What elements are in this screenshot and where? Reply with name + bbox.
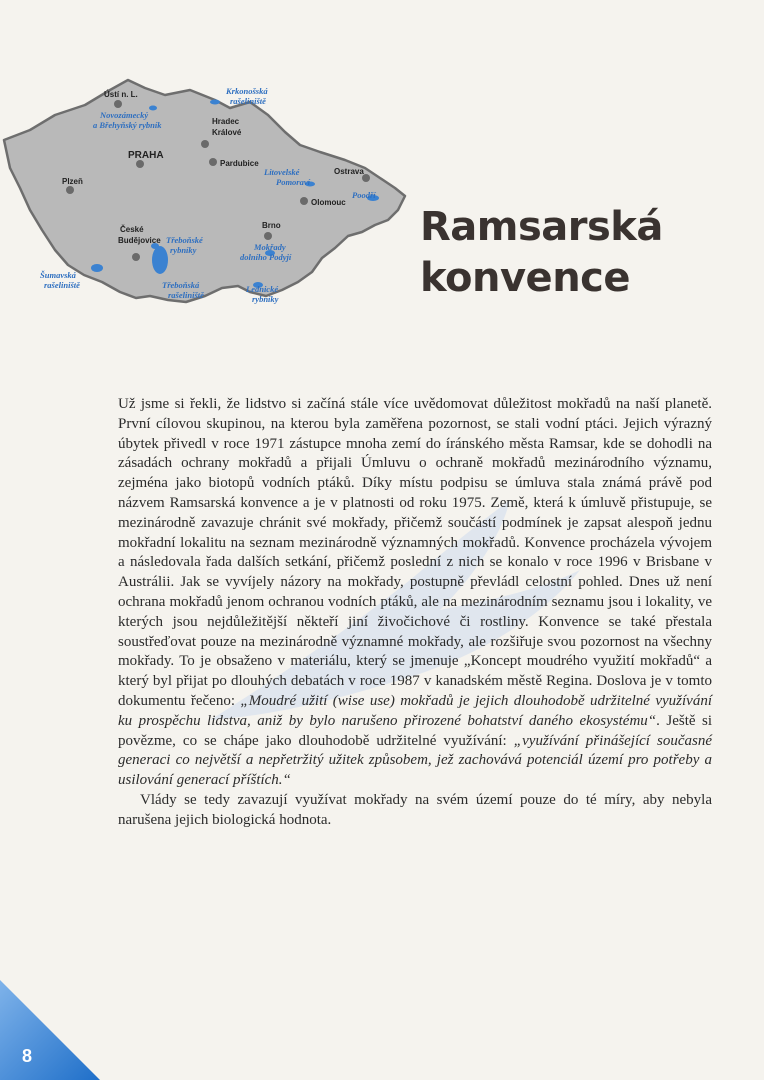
city-label-olomouc: Olomouc xyxy=(311,198,346,207)
title-line-2: konvence xyxy=(420,255,631,301)
article-body xyxy=(118,395,712,831)
city-dot-usti xyxy=(114,100,122,108)
wetland-label-mokrady-2: dolního Podyjí xyxy=(240,252,292,262)
city-label-hradec-1: Hradec xyxy=(212,117,240,126)
wetland-label-mokrady-1: Mokřady xyxy=(254,242,286,252)
wetland-label-lednicke-1: Lednické xyxy=(246,284,279,294)
wetland-label-poodri: Poodří xyxy=(352,190,376,200)
wetland-label-litovelske-1: Litovelské xyxy=(264,167,300,177)
city-dot-pardubice xyxy=(209,158,217,166)
paragraph-2: Vlády se tedy zavazují využívat mokřady na svém území pouze do té míry, aby nebyla narušena jejich biologická hodnota. xyxy=(118,791,712,828)
city-dot-olomouc xyxy=(300,197,308,205)
city-dot-praha xyxy=(136,160,144,168)
czech-outline xyxy=(4,80,405,302)
wetland-marker-sumava xyxy=(91,264,103,272)
page-number: 8 xyxy=(22,1046,33,1066)
page-title xyxy=(420,202,663,304)
title-line-1: Ramsarská xyxy=(420,204,663,250)
wetland-label-lednicke-2: rybníky xyxy=(252,294,279,304)
wetland-label-krkonosska-2: rašeliniště xyxy=(230,96,266,106)
map-graphic xyxy=(0,60,410,315)
wetland-label-trebonska-2: rašeliniště xyxy=(168,290,204,300)
wetland-marker-krkonose xyxy=(210,100,220,105)
paragraph-1 xyxy=(118,395,712,791)
city-label-usti: Ústí n. L. xyxy=(104,90,138,99)
city-label-plzen: Plzeň xyxy=(62,177,83,186)
wetland-label-sumavska-1: Šumavská xyxy=(40,270,76,280)
city-label-praha: PRAHA xyxy=(128,150,164,161)
city-dot-hradec xyxy=(201,140,209,148)
wetland-label-krkonosska-1: Krkonošská xyxy=(226,86,268,96)
wetland-marker-trebon xyxy=(152,246,168,274)
czech-wetlands-map xyxy=(0,60,410,315)
wetland-label-trebonske-2: rybníky xyxy=(170,245,197,255)
wetland-label-novozamecky-1: Novozámecký xyxy=(100,110,149,120)
paragraph-1-text-b: . Ještě si povězme, co se chápe jako dlouhodobě udržitelné využívání: xyxy=(118,712,712,749)
wetland-label-novozamecky-2: a Břehyňský rybník xyxy=(93,120,162,130)
wetland-marker-novozamecky xyxy=(149,106,157,111)
quote-wise-use: „Moudré užití (wise use) mokřadů je jejich dlouhodobě udržitelné využívání ku prospěchu lidstva, aniž by bylo narušeno přirozené bohatství daného ekosystému“ xyxy=(118,692,712,729)
city-label-ostrava: Ostrava xyxy=(334,167,364,176)
city-label-brno: Brno xyxy=(262,221,281,230)
wetland-label-trebonska-1: Třeboňská xyxy=(162,280,200,290)
wetland-label-trebonske-1: Třeboňské xyxy=(166,235,203,245)
city-label-hradec-2: Králové xyxy=(212,128,242,137)
page-corner xyxy=(0,980,100,1080)
city-dot-brno xyxy=(264,232,272,240)
city-label-budejovice-2: Budějovice xyxy=(118,236,161,245)
paragraph-1-text-a: Už jsme si řekli, že lidstvo si začíná stále více uvědomovat důležitost mokřadů na naší planetě. První cílovou skupinou, na kterou byla zaměřena pozornost, se stali vodní ptáci. Jejich výrazný úbytek přivedl v roce 1971 zástupce mnoha zemí do íránského města Ramsar, kde se dohodli na zásadách ochrany mokřadů a přijali Úmluvu o ochraně mokřadů mezinárodního významu, zejména jako biotopů vodních ptáků. Díky místu podpisu se úmluva stala známá právě pod názvem Ramsarská konvence a je v platnosti od roku 1975. Země, která k úmluvě přistupuje, se mezinárodně zavazuje chránit své mokřady, přičemž součástí podmínek je zapsat alespoň jednu mokřadní lokalitu na seznam mezinárodně významných mokřadů. Konvence procházela vývojem a následovala řada dalších setkání, přičemž poslední z nich se konalo v roce 1996 v Brisbane v Austrálii. Jak se vyvíjely názory na mokřady, postupně převládl celostní pohled. Dnes už není ochrana mokřadů jenom ochranou vodních ptáků, ale na mezinárodním seznamu jsou i lokality, ve kterých jsou nejdůležitější někteří jiní živočichové či rostliny. Konvence se také přestala soustřeďovat pouze na mezinárodně významné mokřady, ale rozšiřuje svou pozornost na všechny mokřady. To je obsaženo v materiálu, který se jmenuje „Koncept moudrého využití mokřadů“ a který byl přijat po dlouhých debatách v roce 1987 v kanadském městě Regina. Doslova je v tomto dokumentu řečeno: xyxy=(118,396,712,709)
city-dot-plzen xyxy=(66,186,74,194)
wetland-label-litovelske-2: Pomoraví xyxy=(276,177,310,187)
city-label-pardubice: Pardubice xyxy=(220,159,259,168)
wetland-label-sumavska-2: rašeliniště xyxy=(44,280,80,290)
city-label-budejovice-1: České xyxy=(120,225,144,234)
city-dot-budejovice xyxy=(132,253,140,261)
quote-sustainable-use: „využívání přinášející současné generaci co největší a nepřetržitý užitek způsobem, jež zachovává potenciál území pro potřeby a usilování generací příštích.“ xyxy=(118,732,712,789)
